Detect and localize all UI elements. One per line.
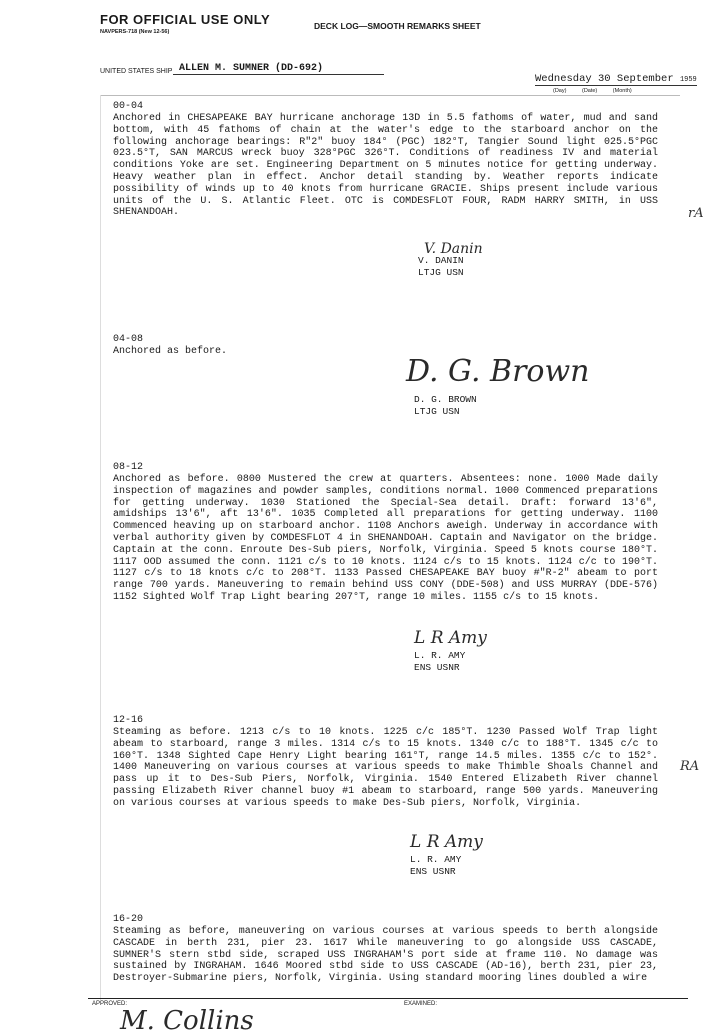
watch-entry-00-04 [113, 101, 658, 219]
handwritten-signature: L R Amy [414, 628, 487, 648]
watch-time: 12-16 [113, 715, 144, 726]
officer-name: L. R. AMY [414, 650, 466, 661]
header-left [100, 12, 270, 35]
officer-name: D. G. BROWN [414, 394, 477, 405]
form-number: NAVPERS-718 (New 12-56) [100, 29, 170, 35]
watch-entry-08-12 [113, 462, 658, 604]
handwritten-signature: D. G. Brown [406, 354, 590, 389]
date-label: (Date) [581, 88, 598, 94]
watch-time: 08-12 [113, 462, 144, 473]
log-date [535, 73, 697, 86]
watch-entry-12-16 [113, 715, 658, 810]
margin-initials: rA [688, 206, 704, 221]
approval-signature: M. Collins [120, 1006, 254, 1036]
watch-remarks: Anchored as before. [113, 346, 228, 357]
officer-name: V. DANIN [418, 255, 464, 266]
watch-remarks: Anchored in CHESAPEAKE BAY hurricane anchorage 13D in 5.5 fathoms of water, mud and sand bottom, with 45 fathoms of chain at the water's edge to the starboard anchor on the following anchorage bearings: R"2" buoy 184° (PGC) 182°T, Tangier Sound light 025.5°PGC 023.5°T, SAN MARCUS wreck buoy 328°PGC 326°T. Conditions of readiness IV and material conditions Yoke are set. Engineering Department on 5 minutes notice for getting underway. Heavy weather plan in effect. Anchor detail standing by. Weather reports indicate possibility of winds up to 40 knots from hurricane GRACIE. Ships present include various units of the U. S. Atlantic Fleet. OTC is COMDESFLOT FOUR, RADM HARRY SMITH, in USS SHENANDOAH. [113, 113, 658, 219]
log-date-text: Wednesday 30 September [535, 73, 674, 85]
watch-remarks: Steaming as before, maneuvering on various courses at various speeds to berth alongside CASCADE in berth 231, pier 23. 1617 While maneuvering to go alongside USS CASCADE, SUMNER'S stern stbd side, scraped USS INGRAHAM'S port side at frame 110. No damage was sustained by INGRAHAM. 1646 Moored stbd side to USS CASCADE (AD-16), berth 231, pier 23, Destroyer-Submarine piers, Norfolk, Virginia. Using standard mooring lines doubled a wire [113, 926, 658, 985]
officer-rank: LTJG USN [414, 406, 460, 417]
signature-block-04-08 [406, 350, 590, 418]
remarks-frame-top [100, 95, 680, 96]
handwritten-signature: V. Danin [424, 241, 483, 257]
ship-name: ALLEN M. SUMNER (DD-692) [173, 63, 384, 75]
watch-time: 00-04 [113, 101, 144, 112]
form-title: DECK LOG—SMOOTH REMARKS SHEET [314, 21, 481, 31]
officer-rank: LTJG USN [418, 267, 464, 278]
signature-block-12-16 [410, 830, 483, 878]
handwritten-signature: L R Amy [410, 832, 483, 852]
examined-label: EXAMINED: [404, 1001, 438, 1007]
classification-label: FOR OFFICIAL USE ONLY [100, 12, 271, 27]
watch-remarks: Anchored as before. 0800 Mustered the crew at quarters. Absentees: none. 1000 Made daily inspection of magazines and powder samples, conditions normal. 1000 Commenced preparations for getting underway. 1030 Stationed the Special-Sea detail. Draft: forward 13'6", amidships 13'6", aft 13'6". 1035 Completed all preparations for getting underway. 1100 Commenced heaving up on starboard anchor. 1108 Anchors aweigh. Underway in accordance with verbal authority given by COMDESFLOT 4 in SHENANDOAH. Captain and Navigator on the bridge. Captain at the conn. Enroute Des-Sub piers, Norfolk, Virginia. Speed 5 knots course 180°T. 1117 OOD assumed the conn. 1121 c/s to 10 knots. 1124 c/s to 15 knots. 1124 c/c to 190°T. 1127 c/s to 18 knots c/c to 208°T. 1133 Passed CHESAPEAKE BAY buoy #"R-2" abeam to port range 700 yards. Maneuvering to remain behind USS CONY (DDE-508) and USS MURRAY (DDE-576) 1152 Sighted Wolf Trap Light bearing 207°T, range 10 miles. 1155 c/s to 15 knots. [113, 474, 658, 603]
officer-rank: ENS USNR [414, 662, 460, 673]
signature-block-08-12 [414, 626, 487, 674]
footer-rule [88, 998, 688, 999]
watch-entry-16-20 [113, 914, 658, 985]
approved-label: APPROVED: [92, 1001, 128, 1007]
ship-row [100, 63, 324, 75]
log-year: 1959 [679, 76, 697, 84]
ship-label: UNITED STATES SHIP [100, 68, 173, 75]
date-field-labels [553, 88, 646, 94]
margin-initials: RA [680, 759, 700, 774]
day-label: (Day) [553, 88, 567, 94]
officer-rank: ENS USNR [410, 866, 456, 877]
remarks-frame-left [100, 95, 101, 1000]
watch-time: 04-08 [113, 334, 144, 345]
watch-time: 16-20 [113, 914, 144, 925]
month-label: (Month) [612, 88, 632, 94]
watch-remarks: Steaming as before. 1213 c/s to 10 knots. 1225 c/c 185°T. 1230 Passed Wolf Trap light abeam to starboard, range 3 miles. 1314 c/s to 15 knots. 1340 c/c to 188°T. 1345 c/c to 160°T. 1348 Sighted Cape Henry Light bearing 161°T, range 14.5 miles. 1355 c/c to 152°. 1400 Maneuvering on various courses at various speeds to make Thimble Shoals Channel and pass up it to Des-Sub Piers, Norfolk, Virginia. 1540 Entered Elizabeth River channel passing Elizabeth River channel buoy #1 abeam to starboard, range 500 yards. Maneuvering on various courses at various speeds to make Des-Sub piers, Norfolk, Virginia. [113, 727, 658, 809]
officer-name: L. R. AMY [410, 854, 462, 865]
signature-block-00-04 [418, 243, 483, 279]
